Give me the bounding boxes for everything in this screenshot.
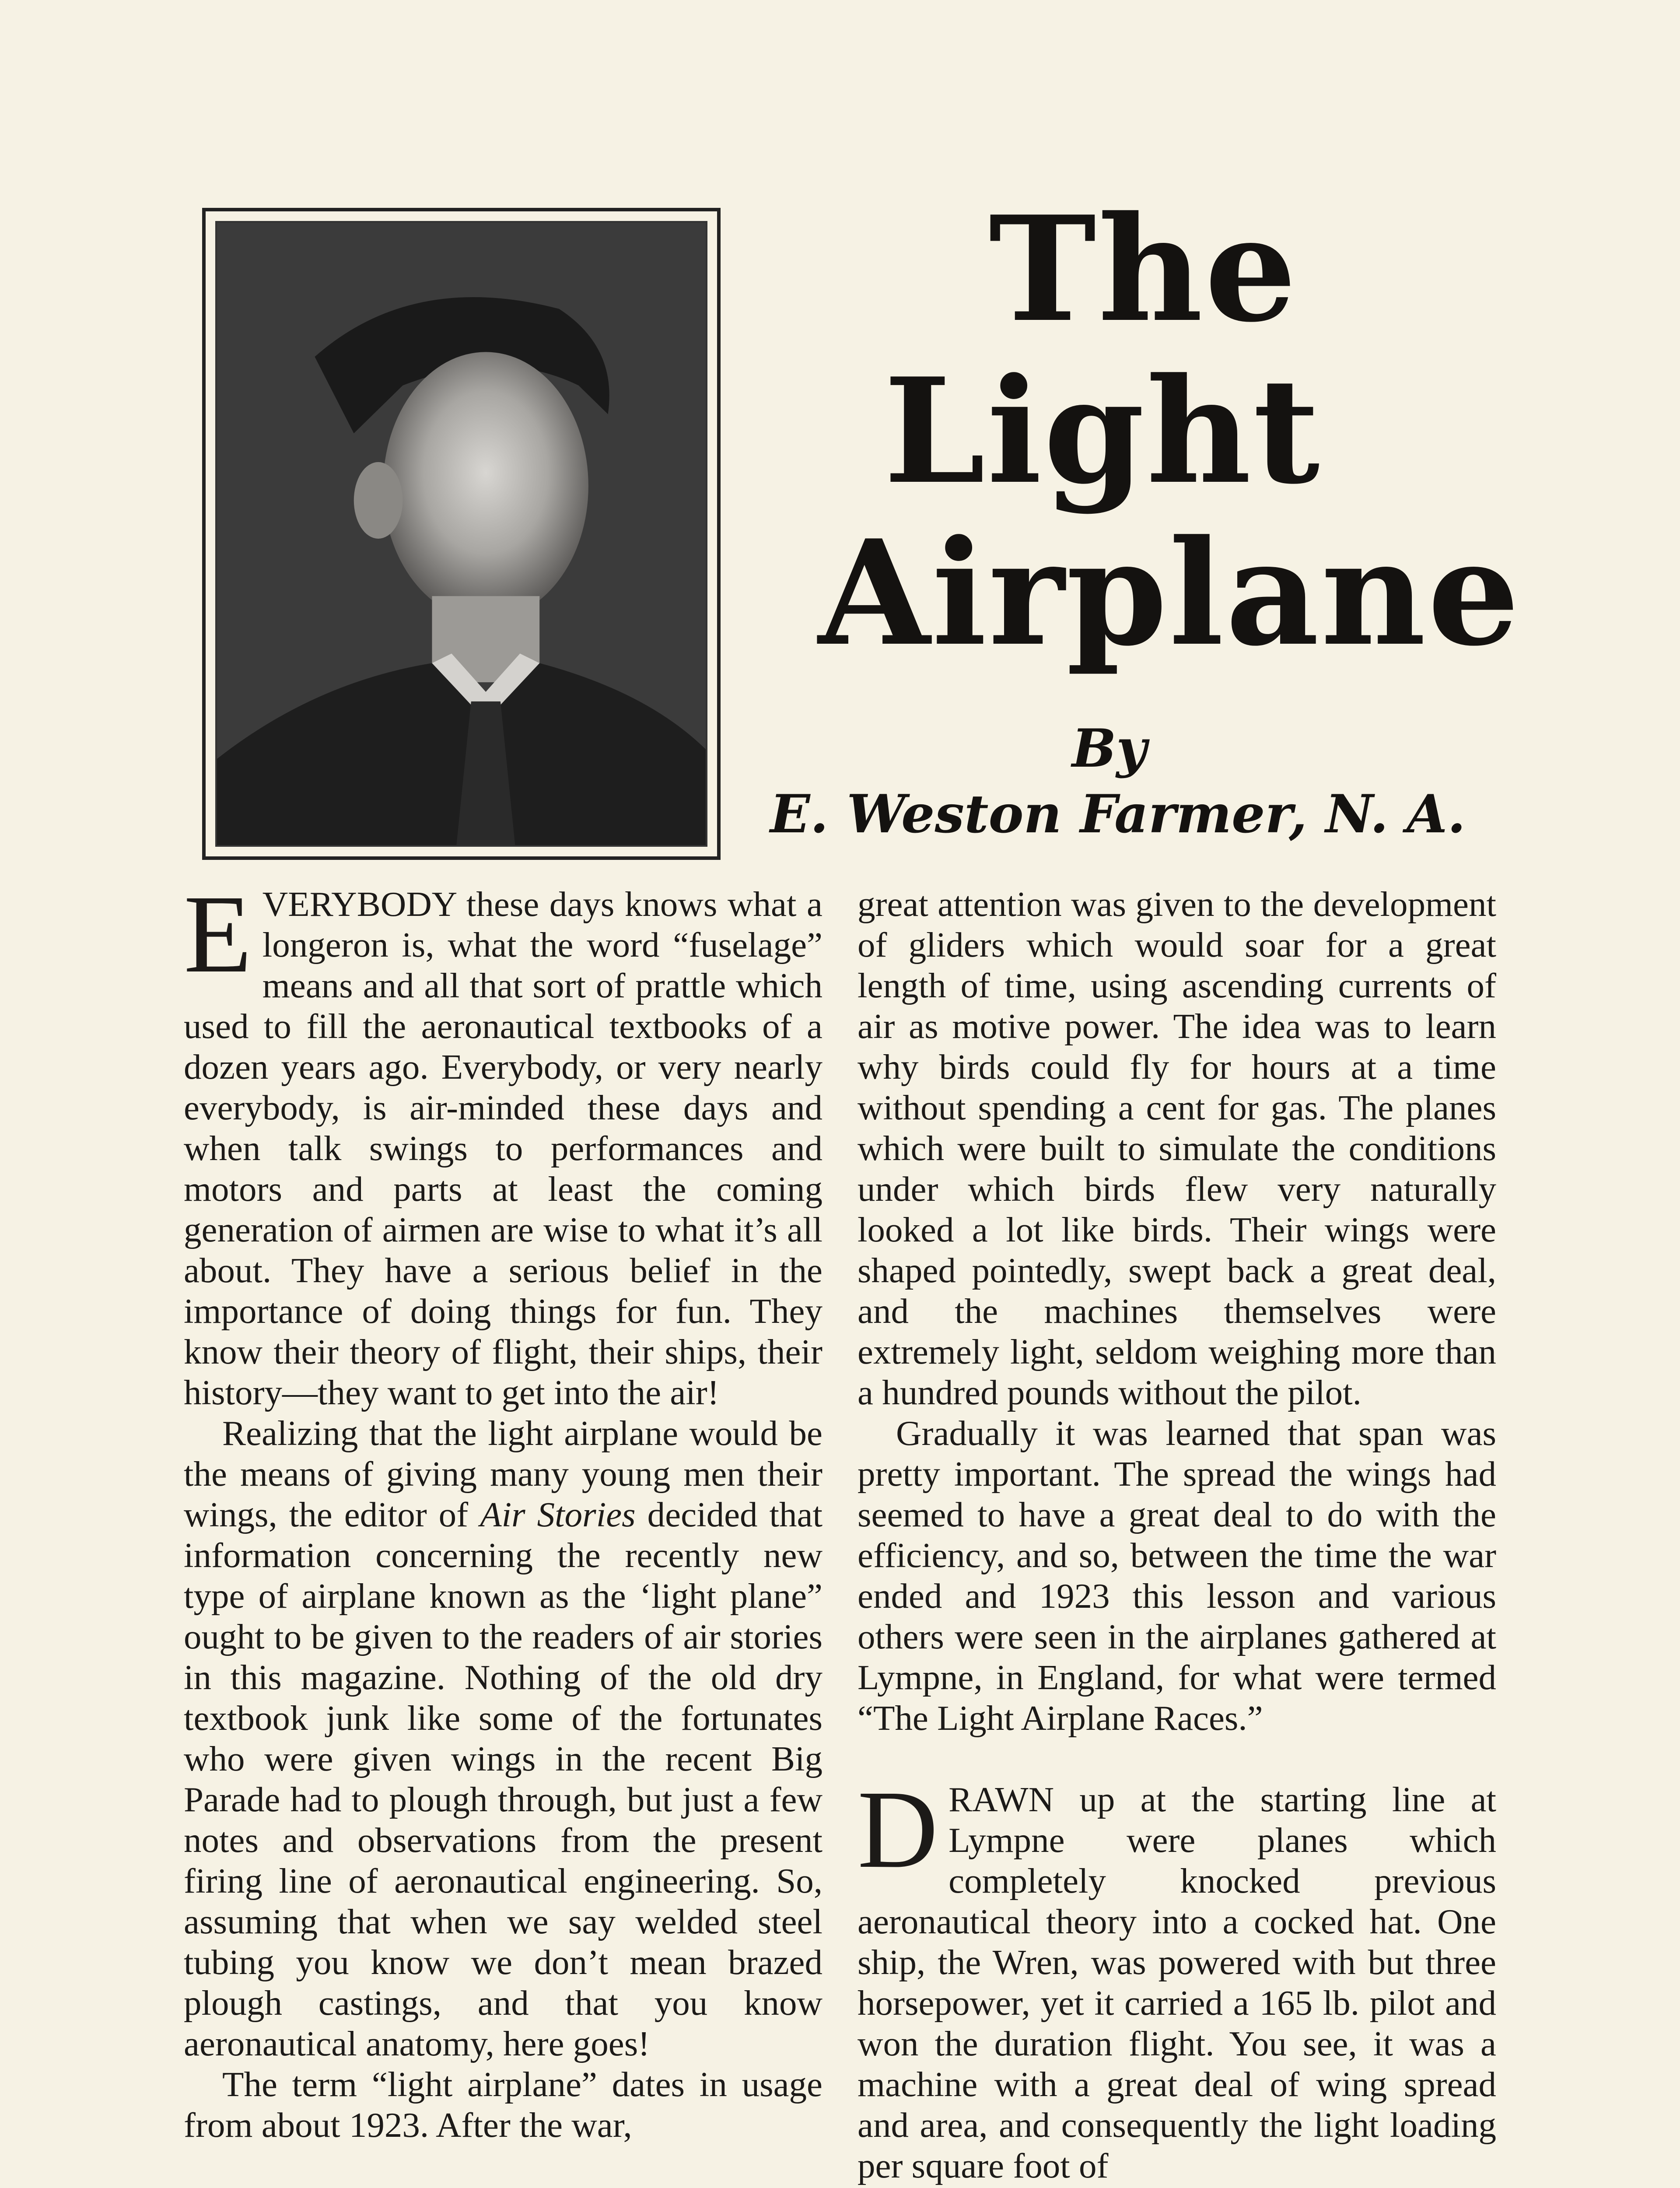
byline-author: E. Weston Farmer, N. A.: [770, 783, 1466, 845]
portrait-photo: [215, 221, 707, 847]
paragraph-6: [858, 1768, 1496, 2186]
paragraph-2-text-a: Realizing that the light airplane would be the means of giving many young men their wings, the editor of: [184, 1413, 822, 1534]
drop-cap-e: E: [184, 873, 252, 996]
author-portrait: [202, 208, 721, 860]
byline-by: By: [1072, 718, 1147, 779]
article-title: [779, 184, 1522, 678]
paragraph-3: The term “light airplane” dates in usage from about 1923. After the war,: [184, 2065, 822, 2145]
title-line-2: Light: [884, 346, 1322, 516]
title-line-1: The: [989, 184, 1298, 354]
paragraph-4: great attention was given to the development of gliders which would soar for a great length of time, using ascending currents of air as motive power. The idea was to learn why birds could fly for hours at a time without spending a cent for gas. The planes which were built to simulate the conditions under which birds flew very naturally looked a lot like birds. Their wings were shaped pointedly, swept back a great deal, and the machines themselves were extremely light, seldom weighing more than a hundred pounds without the pilot.: [858, 884, 1496, 1412]
portrait-figure: [217, 223, 706, 845]
title-line-3: Airplane: [818, 508, 1522, 678]
left-column: [184, 873, 822, 2146]
drop-cap-d: D: [858, 1768, 938, 1891]
magazine-name: Air Stories: [480, 1495, 636, 1534]
paragraph-1-text: VERYBODY these days knows what a longeron is, what the word “fuselage” means and all that sort of prattle which used to fill the aeronautical textbooks of a dozen years ago. Everybody, or very nearly everybody, is air-minded these days and when talk swings to performances and motors and parts at least the coming generation of airmen are wise to what it’s all about. They have a serious belief in the importance of doing things for fun. They know their theory of flight, their ships, their history—they want to get into the air!: [184, 884, 822, 1412]
paragraph-2-text-b: decided that information concerning the recently new type of airplane known as the ‘light plane” ought to be given to the readers of air stories in this magazine. Nothing of the old dry textbook junk like some of the fortunates who were given wings in the recent Big Parade had to plough through, but just a few notes and observations from the present firing line of aeronautical engineering. So, assuming that when we say welded steel tubing you know we don’t mean brazed plough castings, and that you know aeronautical anatomy, here goes!: [184, 1495, 822, 2063]
paragraph-6-text: RAWN up at the starting line at Lympne were planes which completely knocked previous aeronautical theory into a cocked hat. One ship, the Wren, was powered with but three horsepower, yet it carried a 165 lb. pilot and won the duration flight. You see, it was a machine with a great deal of wing spread and area, and consequently the light loading per square foot of: [858, 1780, 1496, 2185]
paragraph-2: [184, 1413, 822, 2064]
right-column: [858, 884, 1496, 2186]
paragraph-5: Gradually it was learned that span was pretty important. The spread the wings had seemed to have a great deal to do with the efficiency, and so, between the time the war ended and 1923 this lesson and various others were seen in the airplanes gathered at Lympne, in England, for what were termed “The Light Airplane Races.”: [858, 1413, 1496, 1738]
paragraph-1: [184, 873, 822, 1413]
